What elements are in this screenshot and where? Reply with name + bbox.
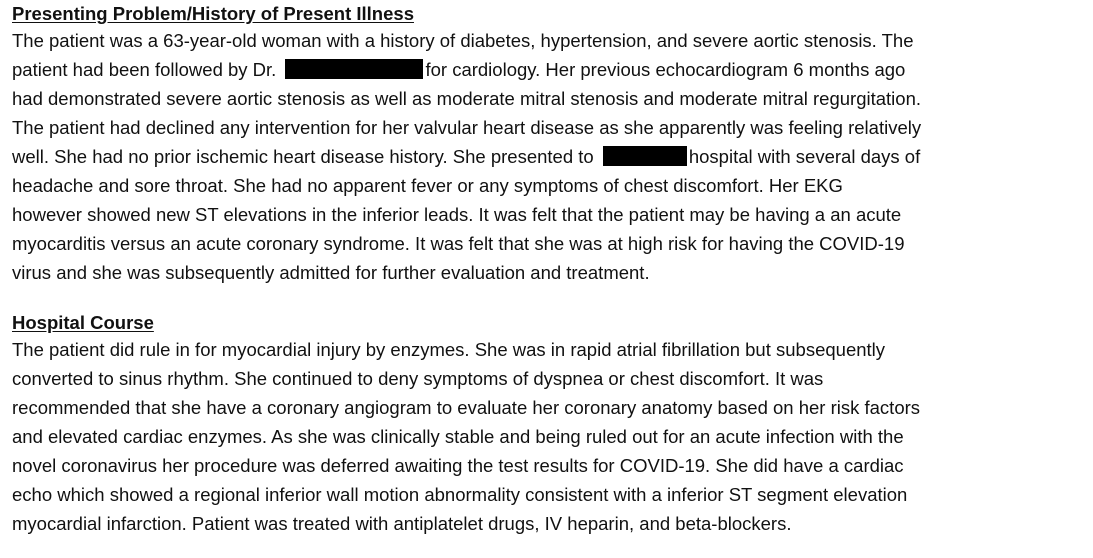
text-line (12, 142, 1090, 171)
text-line: and elevated cardiac enzymes. As she was clinically stable and being ruled out for an acute infection with the (12, 426, 904, 447)
text-line: virus and she was subsequently admitted for further evaluation and treatment. (12, 262, 650, 283)
redaction-box (285, 59, 423, 79)
section-heading-presenting-problem: Presenting Problem/History of Present Illness (12, 3, 414, 24)
text-line: myocardial infarction. Patient was treated with antiplatelet drugs, IV heparin, and beta-blockers. (12, 513, 792, 534)
section-heading-hospital-course: Hospital Course (12, 312, 154, 333)
text-line: converted to sinus rhythm. She continued to deny symptoms of dyspnea or chest discomfort. It was (12, 368, 824, 389)
text-line: recommended that she have a coronary angiogram to evaluate her coronary anatomy based on her risk factors (12, 397, 921, 418)
text-segment: patient had been followed by Dr. (12, 59, 282, 80)
text-line: The patient did rule in for myocardial injury by enzymes. She was in rapid atrial fibrillation but subsequently (12, 339, 886, 360)
text-line: however showed new ST elevations in the inferior leads. It was felt that the patient may be having a an acute (12, 204, 902, 225)
hospital-course-body (12, 335, 1090, 538)
text-line: The patient was a 63-year-old woman with a history of diabetes, hypertension, and severe aortic stenosis. The (12, 30, 914, 51)
text-segment: hospital with several days of (688, 146, 921, 167)
text-line: had demonstrated severe aortic stenosis as well as moderate mitral stenosis and moderate mitral regurgitation. (12, 88, 921, 109)
text-segment: for cardiology. Her previous echocardiogram 6 months ago (425, 59, 906, 80)
text-line: echo which showed a regional inferior wall motion abnormality consistent with a inferior ST segment elevation (12, 484, 908, 505)
text-line: headache and sore throat. She had no apparent fever or any symptoms of chest discomfort. Her EKG (12, 175, 843, 196)
text-line: novel coronavirus her procedure was deferred awaiting the test results for COVID-19. She did have a cardiac (12, 455, 904, 476)
redaction-box (603, 146, 687, 166)
text-line: The patient had declined any intervention for her valvular heart disease as she apparently was feeling relatively (12, 117, 922, 138)
text-line (12, 55, 1090, 84)
text-line: myocarditis versus an acute coronary syndrome. It was felt that she was at high risk for having the COVID-19 (12, 233, 905, 254)
text-segment: well. She had no prior ischemic heart disease history. She presented to (12, 146, 599, 167)
document-page (12, 2, 1090, 538)
presenting-problem-body (12, 26, 1090, 287)
section-spacer (12, 287, 1090, 311)
